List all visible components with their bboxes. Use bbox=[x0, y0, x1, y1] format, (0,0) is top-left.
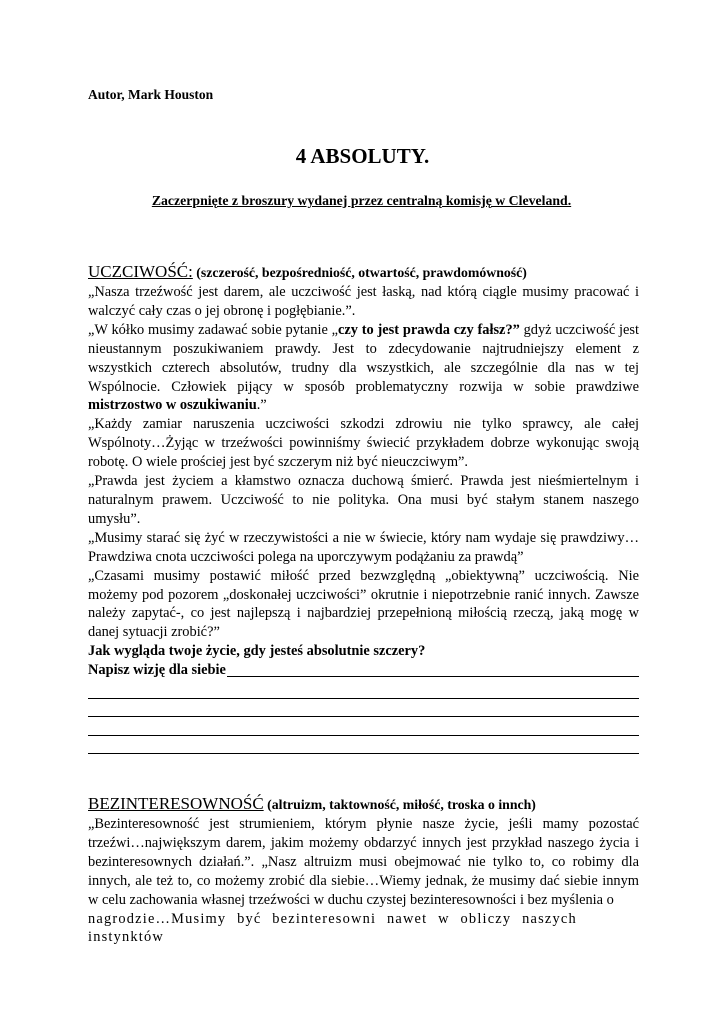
paragraph: „Nasza trzeźwość jest darem, ale uczciwość jest łaską, nad którą ciągle musimy pracować i walczyć cały czas o jej obronę i pogłębianie.”. bbox=[88, 284, 639, 319]
heading-subtitle: (altruizm, taktowność, miłość, troska o innch) bbox=[263, 797, 536, 812]
writing-line[interactable] bbox=[88, 699, 639, 718]
writing-line[interactable] bbox=[88, 680, 639, 699]
section-heading bbox=[88, 794, 639, 815]
text-run: gdyż uczciwość jest nieustannym poszukiwaniem prawdy. Jest to zdecydowanie najtrudniejszy element z wszystkich czterech absolutów, trudny dla wszystkich, ale szczególnie dla nas w tej Wspólnocie. Człowiek pijący w sposób problematyczny rozwija w sobie prawdziwe bbox=[88, 321, 639, 395]
section-uczciwosc bbox=[88, 262, 639, 754]
bold-text: czy to jest prawda czy fałsz?” bbox=[338, 321, 520, 338]
text-run: „W kółko musimy zadawać sobie pytanie „ bbox=[88, 321, 339, 338]
paragraph: „Prawda jest życiem a kłamstwo oznacza duchową śmierć. Prawda jest nieśmiertelnym i naturalnym prawem. Uczciwość to nie polityka. Ona musi być stałym stanem naszego umysłu”. bbox=[88, 473, 639, 527]
heading-subtitle: (szczerość, bezpośredniość, otwartość, prawdomówność) bbox=[192, 265, 527, 280]
section-bezinteresownosc bbox=[88, 794, 639, 947]
paragraph: „Musimy starać się żyć w rzeczywistości a nie w świecie, który nam wydaje się prawdziwy… Prawdziwa cnota uczciwości polega na uporczywym podążaniu za prawdą” bbox=[88, 529, 639, 565]
writing-label: Napisz wizję dla siebie bbox=[88, 662, 226, 679]
writing-line[interactable] bbox=[88, 736, 639, 755]
section-heading bbox=[88, 262, 639, 283]
author-line: Autor, Mark Houston bbox=[88, 87, 214, 102]
writing-area[interactable] bbox=[88, 661, 639, 754]
paragraph: „Czasami musimy postawić miłość przed bezwzględną „obiektywną” uczciwością. Nie możemy pod pozorem „doskonałej uczciwości” okrutnie i niepotrzebnie ranić innych. Zawsze należy zapytać-, co jest najlepszą i najbardziej przepełnioną miłością rzeczą, jaką mogę w danej sytuacji zrobić?” bbox=[88, 567, 639, 641]
page-title: 4 ABSOLUTY. bbox=[295, 144, 430, 168]
question: Jak wygląda twoje życie, gdy jesteś absolutnie szczery? bbox=[88, 643, 426, 660]
writing-line[interactable] bbox=[227, 676, 639, 677]
paragraph: nagrodzie…Musimy być bezinteresowni nawet w obliczy naszych instynktów bbox=[88, 910, 577, 946]
bold-text: mistrzostwo w oszukiwaniu bbox=[88, 397, 257, 414]
page-subtitle: Zaczerpnięte z broszury wydanej przez centralną komisję w Cleveland. bbox=[151, 193, 572, 208]
paragraph: „Każdy zamiar naruszenia uczciwości szkodzi zdrowiu nie tylko sprawcy, ale całej Wspólnoty…Żyjąc w trzeźwości powinniśmy świecić przykładem dobrze wykonując swoją robotę. O wiele prościej jest być szczerym niż być nieuczciwym”. bbox=[88, 416, 639, 471]
heading-title: UCZCIWOŚĆ: bbox=[88, 262, 193, 281]
paragraph bbox=[88, 321, 639, 416]
text-run: .” bbox=[256, 397, 267, 414]
paragraph: „Bezinteresowność jest strumieniem, którym płynie nasze życie, jeśli mamy pozostać trzeźwi…największym darem, jakim możemy obdarzyć innych jest przykład naszego życia i bezinteresownych działań.”. „Nasz altruizm musi obejmować nie tylko to, co robimy dla innych, ale też to, co możemy zrobić dla siebie…Wiemy jednak, że musimy dać siebie innym w celu zachowania własnej trzeźwości w duchu czystej bezinteresowności i bez myślenia o bbox=[88, 816, 639, 908]
writing-line[interactable] bbox=[88, 717, 639, 736]
heading-title: BEZINTERESOWNOŚĆ bbox=[88, 794, 264, 813]
writing-line-first[interactable] bbox=[88, 661, 639, 680]
